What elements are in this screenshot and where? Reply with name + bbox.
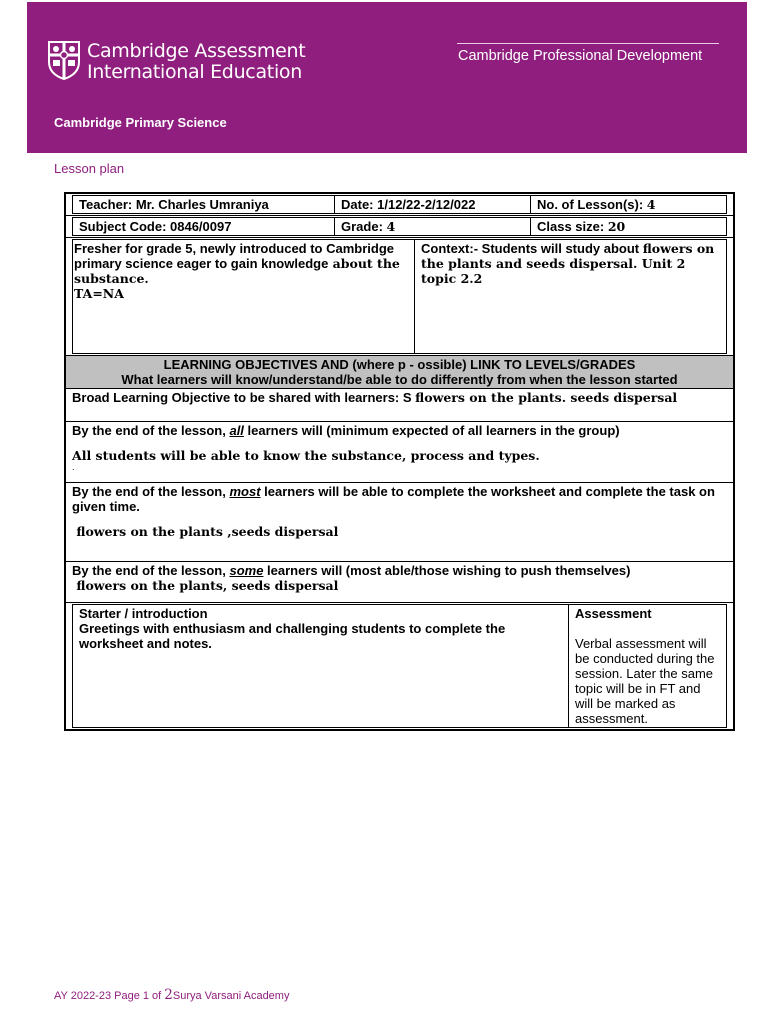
- starter-row: [72, 604, 727, 728]
- ta-text: TA=NA: [74, 286, 124, 301]
- starter-cell: [73, 605, 569, 728]
- most-learners-cell: [65, 483, 734, 562]
- all-suffix: learners will (minimum expected of all learners in the group): [243, 423, 620, 438]
- info-row-2: [72, 217, 727, 236]
- lesson-plan-table: [64, 192, 735, 731]
- all-learners-cell: [65, 422, 734, 483]
- org-name-line2: International Education: [87, 61, 302, 83]
- date-cell: Date: 1/12/22-2/12/022: [335, 196, 531, 214]
- some-learners-text: flowers on the plants, seeds dispersal: [72, 578, 339, 593]
- context-row: [72, 239, 727, 354]
- most-learners-text: flowers on the plants ,seeds dispersal: [72, 524, 339, 539]
- all-dot: .: [72, 462, 75, 472]
- footer-year-page: AY 2022-23 Page 1 of: [54, 990, 165, 1002]
- document-title: Lesson plan: [54, 161, 125, 176]
- context-text: flowers on the plants and seeds dispersal. Unit 2 topic 2.2: [421, 241, 715, 286]
- broad-objective-label: Broad Learning Objective to be shared with learners: S: [72, 390, 416, 405]
- some-word: some: [229, 563, 264, 578]
- objectives-heading: [65, 356, 734, 389]
- class-size-label: Class size:: [537, 219, 608, 234]
- context-cell: [415, 240, 727, 354]
- starter-text: Greetings with enthusiasm and challenging students to complete the worksheet and notes.: [79, 621, 506, 651]
- footer-page-total: 2: [164, 987, 173, 1003]
- most-suffix: learners will be able to complete the worksheet and complete the task on given time.: [72, 484, 715, 514]
- cambridge-shield-logo-icon: [47, 40, 81, 80]
- class-size-value: 20: [607, 219, 626, 234]
- all-learners-text: All students will be able to know the substance, process and types.: [72, 448, 540, 463]
- page-footer: [54, 987, 289, 1003]
- subject-code-cell: Subject Code: 0846/0097: [73, 218, 335, 236]
- learner-profile-text-end: about the substance.: [74, 256, 400, 286]
- most-prefix: By the end of the lesson,: [72, 484, 230, 499]
- some-prefix: By the end of the lesson,: [72, 563, 230, 578]
- assessment-text: Verbal assessment will be conducted during the session. Later the same topic will be in FT and will be marked as assessment.: [575, 636, 715, 726]
- org-name-line1: Cambridge Assessment: [87, 40, 306, 62]
- most-word: most: [229, 484, 261, 499]
- all-prefix: By the end of the lesson,: [72, 423, 230, 438]
- lessons-cell: [531, 196, 727, 214]
- context-label: Context:- Students will study about: [421, 241, 643, 256]
- starter-label: Starter / introduction: [79, 606, 208, 621]
- learner-profile-text: Fresher for grade 5, newly introduced to Cambridge primary science eager to gain knowledge: [74, 241, 395, 271]
- program-name: Cambridge Professional Development: [458, 48, 703, 64]
- header-banner: [27, 2, 747, 153]
- subject-title: Cambridge Primary Science: [54, 115, 227, 130]
- grade-label: Grade:: [341, 219, 387, 234]
- broad-objective-text: flowers on the plants. seeds dispersal: [415, 390, 678, 405]
- some-learners-cell: [65, 562, 734, 603]
- all-word: all: [229, 423, 244, 438]
- learner-profile-cell: [73, 240, 415, 354]
- class-size-cell: [531, 218, 727, 236]
- grade-value: 4: [386, 219, 396, 234]
- assessment-cell: [569, 605, 727, 728]
- grade-cell: [335, 218, 531, 236]
- footer-school: Surya Varsani Academy: [172, 990, 290, 1002]
- objectives-heading-2: What learners will know/understand/be able to do differently from when the lesson started: [121, 372, 678, 387]
- objectives-heading-1: LEARNING OBJECTIVES AND (where p - ossible) LINK TO LEVELS/GRADES: [163, 357, 636, 372]
- lessons-label: No. of Lesson(s):: [537, 197, 647, 212]
- header-divider: [457, 43, 719, 44]
- info-row-1: [72, 195, 727, 214]
- assessment-label: Assessment: [575, 606, 652, 621]
- broad-objective-cell: [65, 389, 734, 422]
- some-suffix: learners will (most able/those wishing to push themselves): [263, 563, 631, 578]
- lessons-value: 4: [646, 197, 656, 212]
- teacher-cell: Teacher: Mr. Charles Umraniya: [73, 196, 335, 214]
